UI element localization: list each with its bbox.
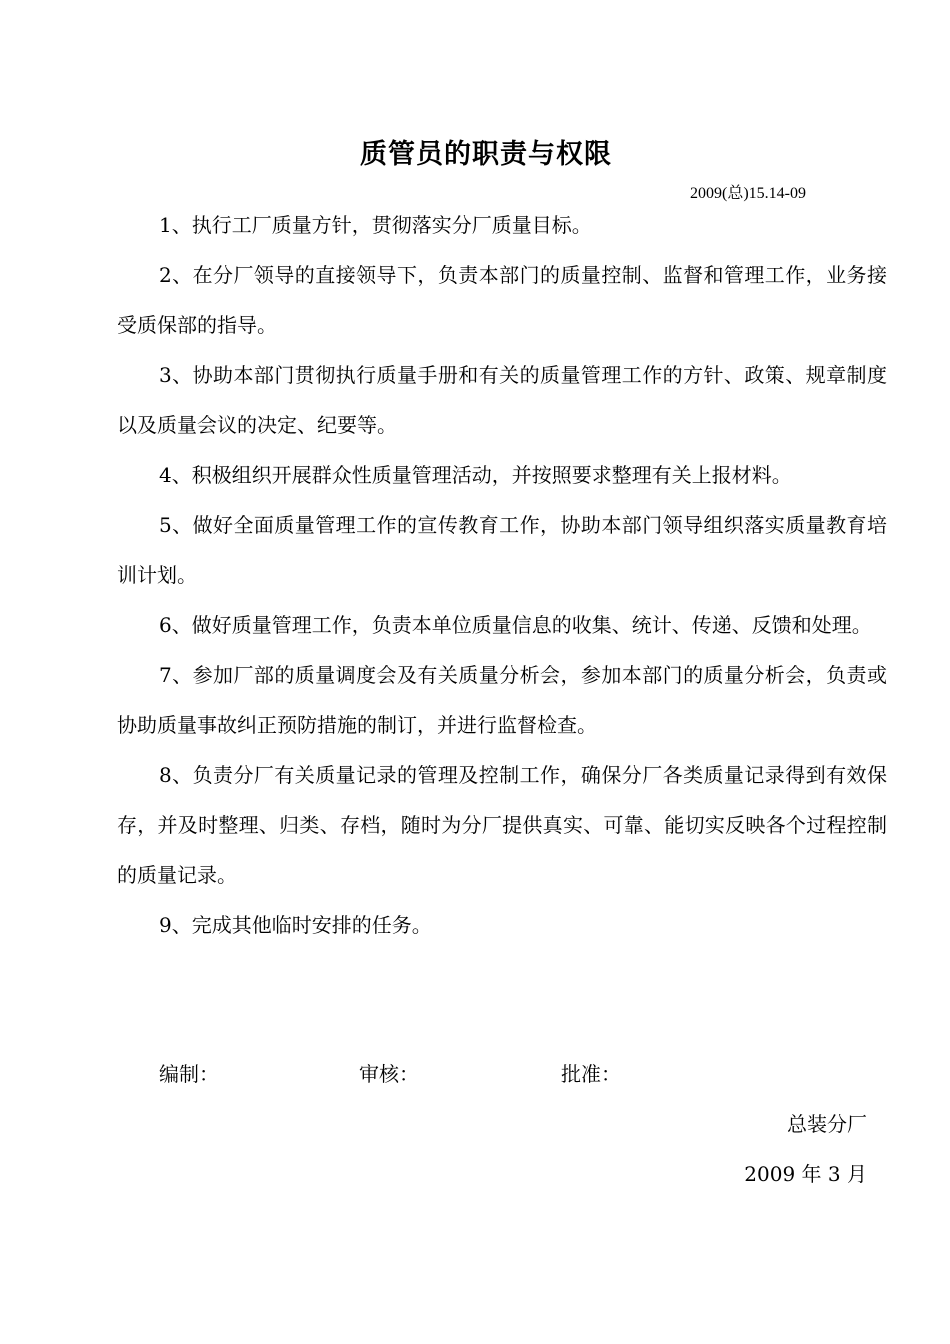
paragraph-2: 2、在分厂领导的直接领导下，负责本部门的质量控制、监督和管理工作，业务接受质保部的指导。: [117, 263, 887, 337]
prepared-by-label: 编制：: [159, 1062, 219, 1086]
paragraph-1: 1、执行工厂质量方针，贯彻落实分厂质量目标。: [159, 213, 592, 237]
paragraph-7: 7、参加厂部的质量调度会及有关质量分析会，参加本部门的质量分析会，负责或协助质量事故纠正预防措施的制订，并进行监督检查。: [117, 663, 887, 737]
paragraph-5: 5、做好全面质量管理工作的宣传教育工作，协助本部门领导组织落实质量教育培训计划。: [117, 513, 887, 587]
department-name: 总装分厂: [787, 1112, 867, 1136]
document-body: [117, 200, 887, 950]
document-code: 2009(总)15.14-09: [690, 185, 806, 202]
paragraph-8: 8、负责分厂有关质量记录的管理及控制工作，确保分厂各类质量记录得到有效保存，并及时整理、归类、存档，随时为分厂提供真实、可靠、能切实反映各个过程控制的质量记录。: [117, 763, 887, 887]
document-date: 2009 年 3 月: [744, 1162, 867, 1186]
paragraph-3: 3、协助本部门贯彻执行质量手册和有关的质量管理工作的方针、政策、规章制度以及质量会议的决定、纪要等。: [117, 363, 887, 437]
reviewed-by-label: 审核：: [359, 1062, 419, 1086]
approved-by-label: 批准：: [561, 1062, 621, 1086]
paragraph-9: 9、完成其他临时安排的任务。: [159, 913, 432, 937]
paragraph-4: 4、积极组织开展群众性质量管理活动，并按照要求整理有关上报材料。: [159, 463, 792, 487]
page-title: 质管员的职责与权限: [360, 139, 612, 170]
signature-row: [159, 1058, 859, 1088]
paragraph-6: 6、做好质量管理工作，负责本单位质量信息的收集、统计、传递、反馈和处理。: [159, 613, 872, 637]
